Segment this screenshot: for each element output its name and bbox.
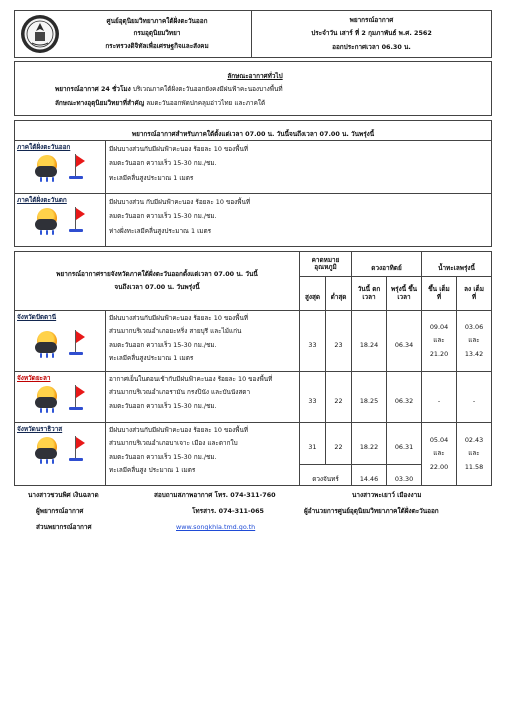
forecast-line: ห่างฝั่งทะเลมีคลื่นสูงประมาณ 1 เมตร: [109, 226, 212, 235]
rain-drop-icon: [52, 408, 54, 413]
rain-drop-icon: [52, 353, 54, 358]
province-name-yala: จังหวัดยะลา: [17, 374, 51, 382]
high-tide: [422, 372, 457, 423]
region-forecast-cell: [106, 141, 492, 194]
forecast-section: ส่วนพยากรณ์อากาศ: [36, 523, 92, 531]
rain-drop-icon: [40, 353, 42, 358]
report-date: ประจำวัน เสาร์ ที่ 2 กุมภาพันธ์ พ.ศ. 2562: [311, 29, 432, 38]
sunrise-value: 06.31: [394, 443, 414, 452]
rain-drop-icon: [40, 459, 42, 464]
temp-header-cell: [300, 252, 352, 277]
sunrise-value: 06.34: [394, 340, 414, 349]
tide-and: และ: [433, 336, 445, 345]
forecaster-role: ผู้พยากรณ์อากาศ: [36, 507, 84, 515]
min-temp-value: 22: [334, 443, 343, 452]
tide-time: 22.00: [429, 462, 449, 471]
tide-and: และ: [468, 449, 480, 458]
report-title: พยากรณ์อากาศ: [349, 15, 394, 24]
rain-drop-icon: [40, 177, 42, 182]
sunrise: [387, 372, 422, 423]
forecast-line: ทะเลมีคลื่นสูงประมาณ 1 เมตร: [109, 354, 194, 363]
tide-time: 21.20: [429, 349, 449, 358]
forecast-line: มีฝนบางส่วน กับมีฝนฟ้าคะนอง ร้อยละ 10 ของพื้นที่: [109, 198, 251, 206]
wave-icon: [69, 407, 83, 410]
min-temp: [326, 311, 352, 372]
forecast-24h-text: บริเวณภาคใต้ฝั่งตะวันออกยังคงมีฝนฟ้าคะนองบางพื้นที่: [132, 85, 283, 94]
forecast-line: ทะเลมีคลื่นสูงประมาณ 1 เมตร: [109, 173, 194, 182]
region-cell: [15, 194, 106, 247]
provincial-heading-2: จนถึงเวลา 07.00 น. วันพรุ่งนี้: [114, 283, 200, 291]
regional-table: [14, 120, 492, 247]
header-table: [14, 10, 492, 58]
province-name-pattani: จังหวัดปัตตานี: [17, 313, 57, 321]
sunset-value: 18.25: [359, 396, 379, 405]
tide-time: 11.58: [464, 462, 484, 471]
sunrise-header: [387, 277, 422, 311]
sunset-value: 18.22: [359, 443, 379, 452]
tide-header-cell: [422, 252, 492, 277]
tide-time: 13.42: [464, 349, 484, 358]
max-temp: [300, 423, 326, 465]
min-temp: [326, 423, 352, 465]
high-tide-header: [422, 277, 457, 311]
rain-drop-icon: [40, 230, 42, 235]
tmd-seal-logo: [20, 14, 60, 54]
director-role: ผู้อำนวยการศูนย์อุตุนิยมวิทยาภาคใต้ฝั่งตะวันออก: [304, 507, 439, 515]
province-forecast-cell: [106, 311, 300, 372]
min-temp-value: 22: [334, 396, 343, 405]
forecast-line: มีฝนบางส่วนกับมีฝนฟ้าคะนอง ร้อยละ 10 ของพื้นที่: [109, 426, 249, 434]
rain-drop-icon: [46, 459, 48, 464]
forecast-line: ลมตะวันออก ความเร็ว 15-30 กม./ชม.: [109, 212, 217, 221]
weather-icons: [35, 385, 105, 411]
weather-icons: [35, 154, 105, 180]
max-temp-value: 31: [308, 443, 317, 452]
tide-and: และ: [468, 336, 480, 345]
wave-flag-icon: [76, 331, 85, 343]
sunset: [352, 372, 387, 423]
high-tide-label: ขึ้น เต็มที่: [428, 285, 450, 301]
province-row: [15, 311, 492, 372]
features-label: ลักษณะทางอุตุนิยมวิทยาที่สำคัญ: [55, 98, 145, 107]
wave-icon: [69, 176, 83, 179]
department-line: กรมอุตุนิยมวิทยา: [133, 29, 181, 38]
high-tide: [422, 423, 457, 486]
issue-time: ออกประกาศเวลา 06.30 น.: [332, 42, 411, 51]
province-forecast-cell: [106, 423, 300, 486]
max-header: [300, 277, 326, 311]
province-name-narathiwat: จังหวัดนราธิวาส: [17, 425, 63, 433]
rain-drop-icon: [46, 353, 48, 358]
forecast-line: ส่วนมากบริเวณอำเภอบาเจาะ เมือง และตากใบ: [109, 439, 238, 448]
general-heading: ลักษณะอากาศทั่วไป: [227, 71, 283, 80]
footer: [14, 492, 492, 540]
forecast-line: มีฝนบางส่วนกับมีฝนฟ้าคะนอง ร้อยละ 10 ของพื้นที่: [109, 145, 249, 153]
center-name-line: ศูนย์อุตุนิยมวิทยาภาคใต้ฝั่งตะวันออก: [106, 16, 208, 25]
min-label: ต่ำสุด: [330, 293, 347, 301]
sun-header-cell: [352, 252, 422, 277]
moonset-value: 03.30: [394, 474, 414, 483]
inquiry-phone: สอบถามสภาพอากาศ โทร. 074-311-760: [154, 491, 276, 499]
sunset-header: [352, 277, 387, 311]
wave-flag-icon: [76, 386, 85, 398]
wave-flag-icon: [76, 155, 85, 167]
forecast-line: ลมตะวันออก ความเร็ว 15-30 กม./ชม.: [109, 401, 217, 410]
temp-header: คาดหมาย อุณหภูมิ: [311, 255, 340, 271]
forecast-line: ลมตะวันออก ความเร็ว 15-30 กม./ชม.: [109, 159, 217, 168]
wave-icon: [69, 229, 83, 232]
director-name: นางสาวพะเยาว์ เมืองงาม: [352, 491, 422, 499]
regional-row: [15, 194, 492, 247]
storm-cloud-icon: [35, 166, 57, 177]
forecast-line: ส่วนมากบริเวณอำเภอยะหริ่ง สายบุรี และไม้แก่น: [109, 327, 242, 336]
max-temp-value: 33: [308, 340, 317, 349]
provincial-heading-cell: [15, 252, 300, 311]
moonrise: [352, 465, 387, 486]
low-tide: [457, 423, 492, 486]
high-tide: [422, 311, 457, 372]
province-forecast-cell: [106, 372, 300, 423]
sunset-value: 18.24: [359, 340, 379, 349]
general-table: [14, 61, 492, 116]
tide-time: -: [437, 396, 441, 405]
region-name-west: ภาคใต้ฝั่งตะวันตก: [17, 196, 67, 204]
moon-label-cell: [300, 465, 352, 486]
low-tide: [457, 372, 492, 423]
moon-label: ดวงจันทร์: [312, 474, 339, 483]
low-tide-label: ลง เต็มที่: [464, 285, 484, 301]
tide-time: 09.04: [429, 322, 449, 331]
rain-drop-icon: [40, 408, 42, 413]
fax-number: โทรสาร. 074-311-065: [192, 507, 264, 515]
provincial-heading-1: พยากรณ์อากาศรายจังหวัดภาคใต้ฝั่งตะวันออกตั้งแต่เวลา 07.00 น. วันนี้: [56, 269, 258, 278]
sunrise-label: พรุ่งนี้ ขึ้นเวลา: [390, 285, 418, 301]
storm-cloud-icon: [35, 219, 57, 230]
sunset: [352, 311, 387, 372]
province-cell: [15, 423, 106, 486]
rain-drop-icon: [46, 408, 48, 413]
province-cell: [15, 311, 106, 372]
sun-header: ดวงอาทิตย์: [371, 263, 402, 272]
weather-icons: [35, 436, 105, 462]
province-row: [15, 372, 492, 423]
storm-cloud-icon: [35, 397, 57, 408]
sunrise: [387, 423, 422, 465]
forecast-line: มีฝนบางส่วนกับมีฝนฟ้าคะนอง ร้อยละ 10 ของพื้นที่: [109, 314, 249, 322]
features-text: ลมตะวันออกพัดปกคลุมอ่าวไทย และภาคใต้: [146, 98, 266, 107]
forecast-line: อากาศเย็นในตอนเช้ากับมีฝนฟ้าคะนอง ร้อยละ 10 ของพื้นที่: [109, 375, 273, 383]
regional-heading-cell: [15, 121, 492, 141]
region-name-east: ภาคใต้ฝั่งตะวันออก: [17, 143, 71, 151]
moonset: [387, 465, 422, 486]
province-cell: [15, 372, 106, 423]
min-temp-value: 23: [334, 340, 343, 349]
min-header: [326, 277, 352, 311]
sunset: [352, 423, 387, 465]
forecast-line: ลมตะวันออก ความเร็ว 15-30 กม./ชม.: [109, 340, 217, 349]
provincial-table: [14, 251, 492, 486]
sunset-label: วันนี้ ตกเวลา: [357, 285, 381, 301]
ministry-line: กระทรวงดิจิทัลเพื่อเศรษฐกิจและสังคม: [105, 41, 209, 50]
regional-heading: พยากรณ์อากาศสำหรับภาคใต้ตั้งแต่เวลา 07.00 น. วันนี้จนถึงเวลา 07.00 น. วันพรุ่งนี้: [131, 130, 375, 138]
max-label: สูงสุด: [304, 293, 321, 301]
tide-and: และ: [433, 449, 445, 458]
forecast-line: ทะเลมีคลื่นสูง ประมาณ 1 เมตร: [109, 466, 196, 475]
region-forecast-cell: [106, 194, 492, 247]
low-tide-header: [457, 277, 492, 311]
weather-icons: [35, 330, 105, 356]
moonrise-value: 14.46: [359, 474, 379, 483]
province-row: [15, 423, 492, 465]
forecaster-name: นางสาวชวนพิศ เงินฉลาด: [28, 491, 99, 499]
tide-time: 02.43: [464, 435, 484, 444]
regional-row: [15, 141, 492, 194]
rain-drop-icon: [52, 459, 54, 464]
wave-flag-icon: [76, 208, 85, 220]
sunrise-value: 06.32: [394, 396, 414, 405]
tide-time: 03.06: [464, 322, 484, 331]
rain-drop-icon: [46, 177, 48, 182]
website-link[interactable]: www.songkhla.tmd.go.th: [176, 523, 256, 531]
header-left: [15, 11, 252, 58]
tide-header: น้ำทะเลพรุ่งนี้: [438, 263, 475, 272]
wave-icon: [69, 352, 83, 355]
tide-time: -: [472, 396, 476, 405]
forecast-24h-label: พยากรณ์อากาศ 24 ชั่วโมง: [55, 85, 131, 94]
min-temp: [326, 372, 352, 423]
max-temp: [300, 311, 326, 372]
low-tide: [457, 311, 492, 372]
max-temp-value: 33: [308, 396, 317, 405]
rain-drop-icon: [52, 230, 54, 235]
wave-icon: [69, 458, 83, 461]
tide-time: 05.04: [429, 435, 449, 444]
rain-drop-icon: [46, 230, 48, 235]
wave-flag-icon: [76, 437, 85, 449]
general-cell: [15, 62, 492, 116]
max-temp: [300, 372, 326, 423]
forecast-line: ส่วนมากบริเวณอำเภอรามัน กรงปินัง และบันนังสตา: [109, 388, 251, 397]
rain-drop-icon: [52, 177, 54, 182]
forecast-line: ลมตะวันออก ความเร็ว 15-30 กม./ชม.: [109, 452, 217, 461]
sunrise: [387, 311, 422, 372]
storm-cloud-icon: [35, 448, 57, 459]
forecast-sheet: [14, 10, 492, 540]
storm-cloud-icon: [35, 342, 57, 353]
weather-icons: [35, 207, 105, 233]
header-right: [252, 11, 492, 58]
region-cell: [15, 141, 106, 194]
